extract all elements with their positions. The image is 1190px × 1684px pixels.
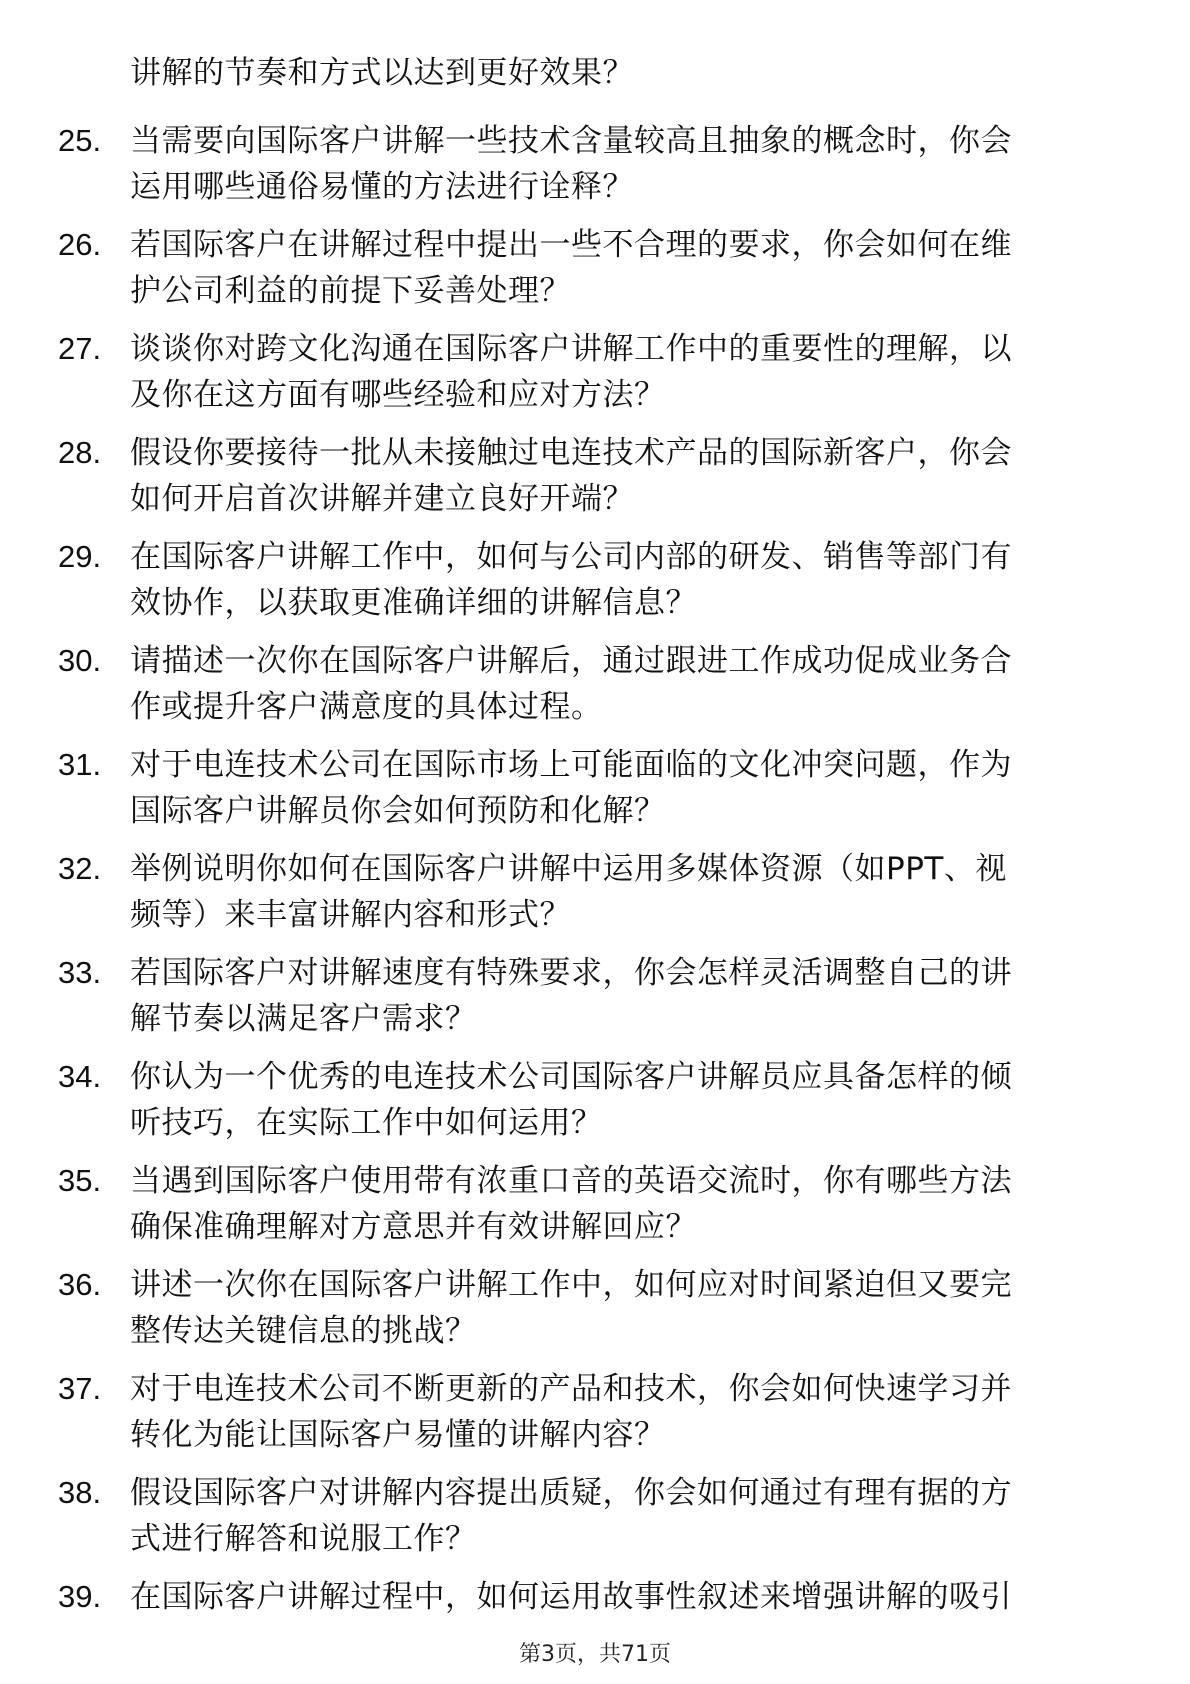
question-text-line: 讲述一次你在国际客户讲解工作中，如何应对时间紧迫但又要完 xyxy=(130,1267,1012,1303)
question-text-line: 式进行解答和说服工作？ xyxy=(130,1521,477,1557)
question-text-line: 解节奏以满足客户需求？ xyxy=(130,1001,477,1037)
question-item xyxy=(58,1158,1138,1250)
question-item xyxy=(58,326,1138,418)
question-list xyxy=(58,118,1138,1632)
question-text-line: 整传达关键信息的挑战？ xyxy=(130,1313,477,1349)
question-text-line: 在国际客户讲解工作中，如何与公司内部的研发、销售等部门有 xyxy=(130,539,1012,575)
question-text-line: 假设你要接待一批从未接触过电连技术产品的国际新客户，你会 xyxy=(130,435,1012,471)
question-item xyxy=(58,1262,1138,1354)
question-number: 31. xyxy=(58,747,102,782)
question-text-line: 转化为能让国际客户易懂的讲解内容？ xyxy=(130,1417,666,1453)
question-number: 39. xyxy=(58,1579,102,1614)
question-item xyxy=(58,638,1138,730)
question-number: 27. xyxy=(58,331,102,366)
question-text-line: 若国际客户对讲解速度有特殊要求，你会怎样灵活调整自己的讲 xyxy=(130,955,1012,991)
question-text-line: 频等）来丰富讲解内容和形式？ xyxy=(130,897,571,933)
question-text-line: 对于电连技术公司不断更新的产品和技术，你会如何快速学习并 xyxy=(130,1371,1012,1407)
question-text-line: 假设国际客户对讲解内容提出质疑，你会如何通过有理有据的方 xyxy=(130,1475,1012,1511)
question-text-line: 谈谈你对跨文化沟通在国际客户讲解工作中的重要性的理解，以 xyxy=(130,331,1012,367)
question-item xyxy=(58,430,1138,522)
question-text-line: 请描述一次你在国际客户讲解后，通过跟进工作成功促成业务合 xyxy=(130,643,1012,679)
question-text-line: 及你在这方面有哪些经验和应对方法？ xyxy=(130,377,666,413)
question-number: 28. xyxy=(58,435,102,470)
question-text-line: 在国际客户讲解过程中，如何运用故事性叙述来增强讲解的吸引 xyxy=(130,1579,1012,1615)
question-text-line: 运用哪些通俗易懂的方法进行诠释？ xyxy=(130,169,634,205)
question-item xyxy=(58,118,1138,210)
question-text-line: 作或提升客户满意度的具体过程。 xyxy=(130,689,603,725)
question-text-line: 当遇到国际客户使用带有浓重口音的英语交流时，你有哪些方法 xyxy=(130,1163,1012,1199)
question-item xyxy=(58,950,1138,1042)
continued-question-text: 讲解的节奏和方式以达到更好效果？ xyxy=(130,55,634,91)
question-text-line: 确保准确理解对方意思并有效讲解回应？ xyxy=(130,1209,697,1245)
question-number: 26. xyxy=(58,227,102,262)
question-number: 25. xyxy=(58,123,102,158)
question-text-line: 对于电连技术公司在国际市场上可能面临的文化冲突问题，作为 xyxy=(130,747,1012,783)
question-text-line: 国际客户讲解员你会如何预防和化解？ xyxy=(130,793,666,829)
question-text-line: 效协作，以获取更准确详细的讲解信息？ xyxy=(130,585,697,621)
question-item xyxy=(58,222,1138,314)
question-number: 38. xyxy=(58,1475,102,1510)
question-item xyxy=(58,1054,1138,1146)
question-number: 37. xyxy=(58,1371,102,1406)
question-text-line: 护公司利益的前提下妥善处理？ xyxy=(130,273,571,309)
question-item xyxy=(58,1574,1138,1620)
question-number: 33. xyxy=(58,955,102,990)
question-item xyxy=(58,1470,1138,1562)
page-footer: 第3页，共71页 xyxy=(519,1642,671,1667)
question-item xyxy=(58,742,1138,834)
question-text-line: 举例说明你如何在国际客户讲解中运用多媒体资源（如PPT、视 xyxy=(130,851,1007,887)
question-text-line: 若国际客户在讲解过程中提出一些不合理的要求，你会如何在维 xyxy=(130,227,1012,263)
question-number: 29. xyxy=(58,539,102,574)
question-text-line: 听技巧，在实际工作中如何运用？ xyxy=(130,1105,603,1141)
question-text-line: 当需要向国际客户讲解一些技术含量较高且抽象的概念时，你会 xyxy=(130,123,1012,159)
question-number: 36. xyxy=(58,1267,102,1302)
question-number: 34. xyxy=(58,1059,102,1094)
question-number: 32. xyxy=(58,851,102,886)
question-number: 30. xyxy=(58,643,102,678)
question-text-line: 如何开启首次讲解并建立良好开端？ xyxy=(130,481,634,517)
question-item xyxy=(58,1366,1138,1458)
question-text-line: 你认为一个优秀的电连技术公司国际客户讲解员应具备怎样的倾 xyxy=(130,1059,1012,1095)
question-item xyxy=(58,534,1138,626)
question-number: 35. xyxy=(58,1163,102,1198)
question-item xyxy=(58,846,1138,938)
